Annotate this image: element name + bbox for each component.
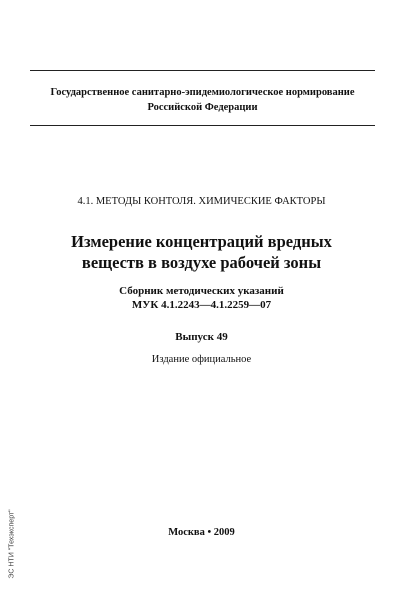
title-line-1: Измерение концентраций вредных <box>71 232 332 251</box>
document-subtitle <box>0 284 403 312</box>
header-block <box>30 70 375 126</box>
subtitle-line-1: Сборник методических указаний <box>119 285 284 297</box>
publication-place-year: Москва • 2009 <box>168 527 235 538</box>
side-stamp <box>6 494 18 594</box>
subtitle-line-2: МУК 4.1.2243—4.1.2259—07 <box>131 299 272 311</box>
series-heading: 4.1. МЕТОДЫ КОНТОЛЯ. ХИМИЧЕСКИЕ ФАКТОРЫ <box>77 196 326 207</box>
document-title <box>0 231 403 273</box>
edition-note: Издание официальное <box>151 354 252 365</box>
header-line-1: Государственное санитарно-эпидемиологическое нормирование <box>50 87 355 98</box>
header-line-2: Российской Федерации <box>147 102 258 113</box>
issue-number: Выпуск 49 <box>175 331 228 343</box>
header-bottom-rule <box>30 125 375 126</box>
header-text <box>30 71 375 125</box>
title-line-2: веществ в воздухе рабочей зоны <box>81 253 322 272</box>
side-stamp-text: ЭС НТИ "Техэксперт" <box>8 509 16 579</box>
